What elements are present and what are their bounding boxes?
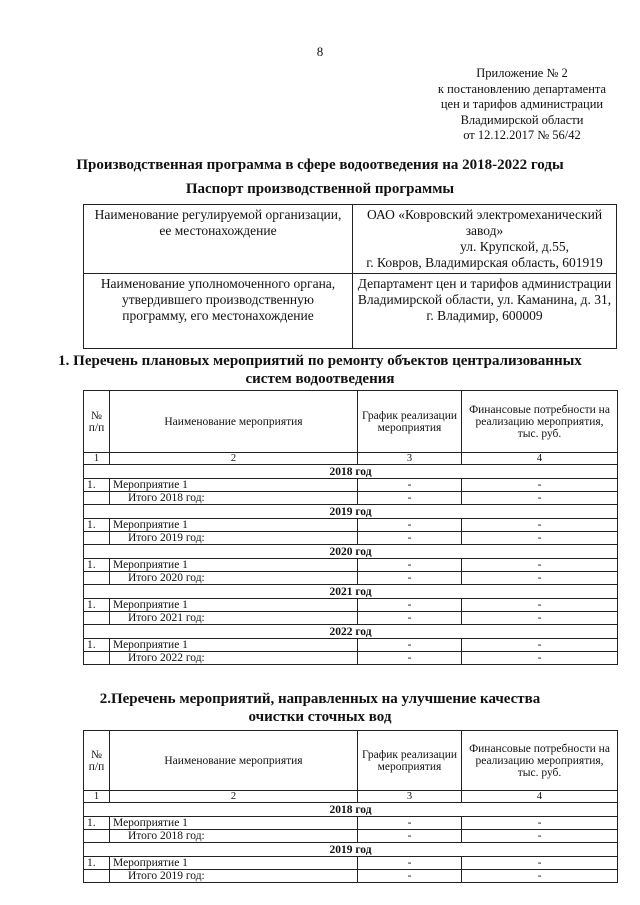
column-number: 4	[462, 453, 618, 465]
row-finance: -	[462, 532, 618, 545]
section1-table	[83, 390, 618, 665]
row-finance: -	[462, 559, 618, 572]
appendix-line: Приложение № 2	[476, 66, 568, 80]
year-label: 2018 год	[84, 465, 618, 479]
row-number: 1.	[84, 817, 110, 830]
year-label: 2019 год	[84, 843, 618, 857]
row-schedule: -	[358, 612, 462, 625]
row-schedule: -	[358, 559, 462, 572]
header-finance: Финансовые потребности на реализацию мероприятия, тыс. руб.	[462, 731, 618, 791]
header-name: Наименование мероприятия	[110, 391, 358, 453]
table-row	[84, 559, 618, 572]
appendix-line: цен и тарифов администрации	[440, 97, 604, 111]
row-finance: -	[462, 612, 618, 625]
total-row	[84, 612, 618, 625]
row-finance: -	[462, 492, 618, 505]
row-schedule: -	[358, 599, 462, 612]
header-name: Наименование мероприятия	[110, 731, 358, 791]
header-num: № п/п	[84, 391, 110, 453]
section2-table	[83, 730, 618, 883]
passport-row	[84, 205, 617, 274]
year-row	[84, 505, 618, 519]
row-finance: -	[462, 817, 618, 830]
row-finance: -	[462, 830, 618, 843]
appendix-line: Владимирской области	[460, 112, 584, 127]
passport-value-line: ОАО «Ковровский электромеханический завод»	[366, 207, 603, 238]
passport-title: Паспорт производственной программы	[185, 181, 455, 197]
main-title: Производственная программа в сфере водоотведения на 2018-2022 годы	[76, 157, 564, 173]
appendix-line: от 12.12.2017 № 56/42	[463, 128, 581, 142]
row-schedule: -	[358, 572, 462, 585]
row-finance: -	[462, 870, 618, 883]
section1-title	[0, 352, 640, 388]
table-row	[84, 639, 618, 652]
row-finance: -	[462, 857, 618, 870]
passport-table	[83, 204, 617, 349]
total-row	[84, 870, 618, 883]
row-schedule: -	[358, 870, 462, 883]
total-row	[84, 830, 618, 843]
table-row	[84, 479, 618, 492]
row-item: Мероприятие 1	[110, 599, 358, 612]
row-number: 1.	[84, 519, 110, 532]
appendix-note	[420, 66, 624, 144]
table-row	[84, 519, 618, 532]
row-number: 1.	[84, 599, 110, 612]
row-number: 1.	[84, 559, 110, 572]
row-number: 1.	[84, 479, 110, 492]
year-row	[84, 625, 618, 639]
row-schedule: -	[358, 639, 462, 652]
column-number: 1	[84, 453, 110, 465]
page-number: 8	[316, 44, 324, 59]
section1-title-line: 1. Перечень плановых мероприятий по ремонту объектов централизованных	[58, 353, 582, 369]
row-total: Итого 2022 год:	[110, 652, 358, 665]
year-label: 2021 год	[84, 585, 618, 599]
table-row	[84, 817, 618, 830]
year-row	[84, 585, 618, 599]
row-total: Итого 2021 год:	[110, 612, 358, 625]
header-row	[84, 391, 618, 453]
total-row	[84, 532, 618, 545]
row-number: 1.	[84, 639, 110, 652]
passport-row	[84, 274, 617, 349]
passport-value	[353, 205, 617, 274]
header-row	[84, 731, 618, 791]
header-schedule: График реализации мероприятия	[358, 391, 462, 453]
row-total: Итого 2019 год:	[110, 870, 358, 883]
column-number: 1	[84, 791, 110, 803]
year-label: 2019 год	[84, 505, 618, 519]
row-total: Итого 2018 год:	[110, 492, 358, 505]
section1-title-line: систем водоотведения	[245, 371, 395, 387]
row-item: Мероприятие 1	[110, 639, 358, 652]
column-number: 2	[110, 453, 358, 465]
row-item: Мероприятие 1	[110, 519, 358, 532]
section2-title	[0, 690, 640, 726]
row-finance: -	[462, 599, 618, 612]
header-finance: Финансовые потребности на реализацию мероприятия, тыс. руб.	[462, 391, 618, 453]
passport-value: Департамент цен и тарифов администрации Владимирской области, ул. Каманина, д. 31, г. Владимир, 600009	[353, 274, 617, 349]
passport-value-line: ул. Крупской, д.55,	[460, 239, 569, 254]
row-finance: -	[462, 479, 618, 492]
row-number: 1.	[84, 857, 110, 870]
year-label: 2018 год	[84, 803, 618, 817]
column-number: 2	[110, 791, 358, 803]
total-row	[84, 652, 618, 665]
year-label: 2020 год	[84, 545, 618, 559]
row-item: Мероприятие 1	[110, 857, 358, 870]
column-number: 4	[462, 791, 618, 803]
row-schedule: -	[358, 532, 462, 545]
passport-value-line: г. Ковров, Владимирская область, 601919	[366, 255, 603, 270]
table-row	[84, 857, 618, 870]
header-schedule: График реализации мероприятия	[358, 731, 462, 791]
section2-title-line: 2.Перечень мероприятий, направленных на улучшение качества	[99, 691, 541, 707]
year-row	[84, 545, 618, 559]
row-schedule: -	[358, 857, 462, 870]
column-number-row	[84, 791, 618, 803]
column-number: 3	[358, 453, 462, 465]
row-schedule: -	[358, 479, 462, 492]
total-row	[84, 572, 618, 585]
row-schedule: -	[358, 830, 462, 843]
year-row	[84, 843, 618, 857]
year-label: 2022 год	[84, 625, 618, 639]
year-row	[84, 803, 618, 817]
passport-label: Наименование регулируемой организации, ее местонахождение	[84, 205, 353, 274]
row-finance: -	[462, 572, 618, 585]
header-num: № п/п	[84, 731, 110, 791]
row-total: Итого 2018 год:	[110, 830, 358, 843]
row-schedule: -	[358, 652, 462, 665]
row-schedule: -	[358, 817, 462, 830]
column-number-row	[84, 453, 618, 465]
year-row	[84, 465, 618, 479]
row-finance: -	[462, 652, 618, 665]
section2-title-line: очистки сточных вод	[248, 709, 392, 725]
row-schedule: -	[358, 492, 462, 505]
total-row	[84, 492, 618, 505]
table-row	[84, 599, 618, 612]
passport-label: Наименование уполномоченного органа, утвердившего производственную программу, его местонахождение	[84, 274, 353, 349]
column-number: 3	[358, 791, 462, 803]
row-item: Мероприятие 1	[110, 479, 358, 492]
appendix-line: к постановлению департамента	[437, 81, 607, 96]
row-total: Итого 2020 год:	[110, 572, 358, 585]
row-item: Мероприятие 1	[110, 559, 358, 572]
row-finance: -	[462, 519, 618, 532]
row-schedule: -	[358, 519, 462, 532]
row-item: Мероприятие 1	[110, 817, 358, 830]
row-total: Итого 2019 год:	[110, 532, 358, 545]
row-finance: -	[462, 639, 618, 652]
